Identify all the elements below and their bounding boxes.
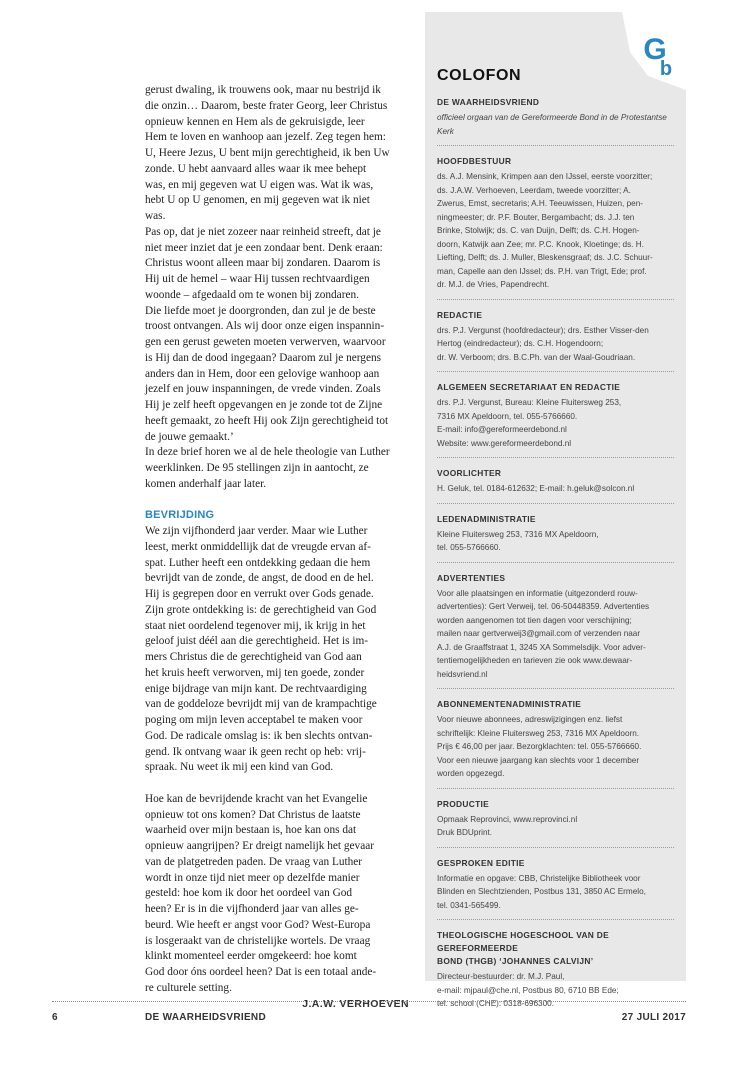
article-paragraph-3: Hoe kan de bevrijdende kracht van het Evangelie opnieuw tot ons komen? Dat Christus de laatste waarheid over mijn bestaan is, hoe kan ons dat opnieuw aangrijpen? Er dreigt namelijk het gevaar van de platgetreden paden. De vraag van Luther wordt in onze tijd niet meer op dezelfde manier gesteld: hoe kom ik door het oordeel van God heen? Er is in die vijfhonderd jaar van alles ge- beurd. Wie heeft er angst voor God? West-Europa is losgeraakt van de christelijke wortels. De vraag klinkt momenteel eerder omgekeerd: hoe komt God door óns oordeel heen? Dat is een totaal ande- re culturele setting.: [145, 792, 377, 994]
colofon-title: COLOFON: [437, 67, 522, 84]
svg-text:b: b: [659, 58, 673, 80]
section-heading-bevrijding: BEVRIJDING: [145, 509, 215, 522]
colofon-section: [437, 96, 674, 145]
colofon-section-body: Voor alle plaatsingen en informatie (uitgezonderd rouw- advertenties): Gert Verweij, tel. 06-50448359. Advertenties worden aangenomen tot tien dagen voor verschijning; mailen naar gertverweij3@gmail.com of verzenden naar A.J. de Graaffstraat 1, 3245 XA Sommelsdijk. Voor adver- tentiemogelijkheden en tarieven zie ook www.dewaar- heidsvriend.nl: [437, 588, 650, 679]
colofon-section: [437, 457, 674, 503]
colofon-section-heading: VOORLICHTER: [437, 468, 502, 478]
colofon-section-body: Voor nieuwe abonnees, adreswijzigingen enz. liefst schriftelijk: Kleine Fluitersweg 253, 7316 MX Apeldoorn. Prijs € 46,00 per jaar. Bezorgklachten: tel. 055-5766660. Voor een nieuwe jaargang kan slechts voor 1 december worden opgezegd.: [437, 715, 642, 778]
colofon-section-heading: GESPROKEN EDITIE: [437, 857, 525, 868]
colofon-section-heading: THEOLOGISCHE HOGESCHOOL VAN DE GEREFORMEERDE BOND (THGB) ‘JOHANNES CALVIJN’: [437, 930, 610, 966]
colofon-section: [437, 503, 674, 562]
article-column: [145, 83, 409, 1012]
svg-text:G: G: [643, 33, 667, 66]
colofon-section-heading: REDACTIE: [437, 309, 483, 320]
author-signature: J.A.W. VERHOEVEN: [302, 997, 409, 1010]
colofon-section-heading: HOOFDBESTUUR: [437, 156, 512, 166]
colofon-section-heading: LEDENADMINISTRATIE: [437, 513, 536, 524]
colofon-section: [437, 788, 674, 847]
colofon-section-body: H. Geluk, tel. 0184-612632; E-mail: h.geluk@solcon.nl: [437, 484, 635, 493]
colofon-section: [437, 562, 674, 689]
issue-date: 27 JULI 2017: [621, 1012, 686, 1023]
colofon-sections: [437, 96, 674, 1018]
article-paragraph-1: gerust dwaling, ik trouwens ook, maar nu bestrijd ik die onzin… Daarom, beste frater Georg, leer Christus opnieuw kennen en Hem als de gekruisigde, leer Hem te loven en wanhoop aan jezelf. Zeg tegen hem: U, Heere Jezus, U bent mijn gerechtigheid, ik ben Uw zonde. U hebt aanvaard alles waar ik mee behept was, en mij gegeven wat U eigen was. Wat ik was, hebt U op U genomen, en mij gegeven wat ik niet was. Pas op, dat je niet zozeer naar reinheid streeft, dat je niet meer inziet dat je een zondaar bent. Denk eraan: Christus woont alleen maar bij zondaren. Daarom is Hij uit de hemel – waar Hij tussen rechtvaardigen woonde – afgedaald om te wonen bij zondaren. Die liefde moet je doorgronden, dan zul je de beste troost ontvangen. Als wij door onze eigen inspannin- gen een gerust geweten moeten verwerven, waarvoor is Hij dan de dood ingegaan? Daarom zul je nergens anders dan in Hem, door een gelovige wanhoop aan jezelf en jouw inspanningen, de vrede vinden. Zoals Hij je zelf heeft opgevangen en je zonde tot de Zijne heeft gemaakt, zo heeft Hij ook Zijn gerechtigheid tot de jouwe gemaakt.’ In deze brief horen we al de hele theologie van Luther weerklinken. De 95 stellingen zijn in aantocht, ze komen anderhalf jaar later.: [145, 84, 390, 490]
gereformeerde-bond-logo-icon: [614, 12, 686, 90]
colofon-section-body: Opmaak Reprovinci, www.reprovinci.nl Druk BDUprint.: [437, 814, 578, 837]
colofon-section-body: Directeur-bestuurder: dr. M.J. Paul, e-mail: mjpaul@che.nl, Postbus 80, 6710 BB Ede; tel. school (CHE): 0318-696300.: [437, 972, 619, 1008]
colofon-section-heading: ALGEMEEN SECRETARIAAT EN REDACTIE: [437, 382, 621, 392]
colofon-section-body: ds. A.J. Mensink, Krimpen aan den IJssel, eerste voorzitter; ds. J.A.W. Verhoeven, Leerdam, tweede voorzitter; A. Zwerus, Emst, secretaris; A.H. Teeuwissen, Huizen, pen- ningmeester; dr. P.F. Bouter, Bergambacht; ds. J.J. ten Brinke, Stolwijk; ds. C. van Duijn, Delft; ds. C.H. Hogen- doorn, Katwijk aan Zee; mr. P.C. Knook, Kloetinge; ds. H. Liefting, Delft; ds. J. Muller, Bleskensgraaf; ds. J.C. Schuur- man, Capelle aan den IJssel; ds. P.H. van Trigt, Ede; prof. dr. M.J. de Vries, Papendrecht.: [437, 172, 653, 289]
colofon-section-heading: PRODUCTIE: [437, 798, 490, 809]
colofon-section-body: officieel orgaan van de Gereformeerde Bond in de Protestantse Kerk: [437, 113, 667, 136]
colofon-section: [437, 688, 674, 788]
colofon-section-heading: DE WAARHEIDSVRIEND: [437, 97, 540, 107]
colofon-section-body: drs. P.J. Vergunst, Bureau: Kleine Fluitersweg 253, 7316 MX Apeldoorn, tel. 055-5766660. E-mail: info@gereformeerdebond.nl Website: www.gereformeerdebond.nl: [437, 398, 622, 448]
colofon-section-body: drs. P.J. Vergunst (hoofdredacteur); drs. Esther Visser-den Hertog (eindredacteur); ds. C.H. Hogendoorn; dr. W. Verboom; drs. B.C.Ph. van der Waal-Goudriaan.: [437, 325, 649, 362]
colofon-section: [437, 919, 674, 1018]
footer-rule: [52, 1001, 686, 1002]
colofon-section-body: Informatie en opgave: CBB, Christelijke Bibliotheek voor Blinden en Slechtzienden, Postbus 131, 3850 AC Ermelo, tel. 0341-565499.: [437, 873, 646, 910]
colofon-section: [437, 299, 674, 372]
publication-name: DE WAARHEIDSVRIEND: [145, 1012, 266, 1023]
colofon-section: [437, 847, 674, 920]
colofon-sidebar: [425, 12, 686, 1008]
colofon-section: [437, 145, 674, 299]
colofon-section-heading: ABONNEMENTENADMINISTRATIE: [437, 699, 582, 709]
colofon-section: [437, 371, 674, 457]
page-number: 6: [52, 1012, 58, 1023]
article-paragraph-2: We zijn vijfhonderd jaar verder. Maar wie Luther leest, merkt onmiddellijk dat de vreugde ervan af- spat. Luther heeft een ontdekking gedaan die hem bevrijdt van de zonde, de angst, de dood en de hel. Hij is gegrepen door en verrukt over Gods genade. Zijn grote ontdekking is: de gerechtigheid van God staat niet oordelend tegenover mij, ik krijg in het geloof juist déél aan die gerechtigheid. Het is im- mers Christus die de gerechtigheid van God aan het kruis heeft verworven, mij ten goede, zonder enige bijdrage van mijn kant. De rechtvaardiging van de goddeloze bevrijdt mij van de krampachtige poging om mijn leven acceptabel te maken voor God. De radicale omslag is: ik ben slechts ontvan- gend. Ik ontvang waar ik geen recht op heb: vrij- spraak. Nu weet ik mij een kind van God.: [145, 525, 377, 774]
colofon-section-heading: ADVERTENTIES: [437, 572, 506, 583]
colofon-section-body: Kleine Fluitersweg 253, 7316 MX Apeldoorn, tel. 055-5766660.: [437, 529, 599, 552]
